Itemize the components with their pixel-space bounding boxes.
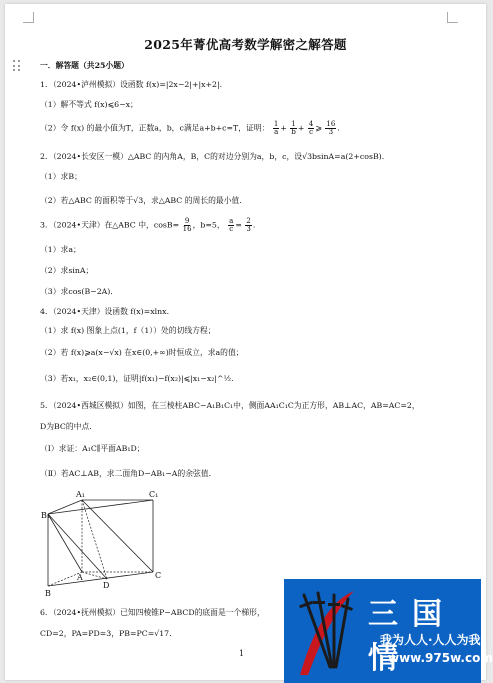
ad-brand: 三国情 (368, 597, 456, 676)
question-1-part-2: （2）令 f(x) 的最小值为T，正数a，b，c满足a+b+c=T，证明： $\frac{1}{a}$ + $\frac{1}{b}$ + $\frac{4}{c}$ ⩾ $\frac{16}{3}$ . (40, 120, 340, 136)
drag-handle-icon[interactable] (13, 60, 21, 72)
label-a: A (77, 573, 83, 582)
page-number: 1 (239, 649, 245, 658)
question-3-part-2: （2）求sinA； (40, 266, 94, 275)
question-1-part-1: （1）解不等式 f(x)⩽6−x； (40, 100, 138, 109)
question-1-part-2-text: （2）令 f(x) 的最小值为T，正数a，b，c满足a+b+c=T，证明： (40, 123, 270, 133)
question-4-part-2: （2）若 f(x)⩾a(x−√x) 在x∈(0,+∞)时恒成立，求a的值； (40, 348, 244, 357)
question-3-part-3: （3）求cos(B−2A)． (40, 287, 119, 296)
question-4-part-1: （1）求 f(x) 图象上点(1，f（1））处的切线方程； (40, 326, 216, 335)
fraction: $\frac{1}{a}$ (273, 120, 279, 136)
question-4-stem: 4．（2024•天津）设函数 f(x)=xlnx． (40, 307, 175, 316)
question-6-stem: 6．（2024•抚州模拟）已知四棱锥P−ABCD的底面是一个梯形， (40, 608, 265, 617)
question-5-stem: 5．（2024•西城区模拟）如图，在三棱柱ABC−A₁B₁C₁中，侧面AA₁C₁C为正方形，AB⊥AC，AB=AC=2， (40, 401, 420, 410)
crossed-swords-logo-icon (290, 585, 360, 677)
question-5-part-2: （Ⅱ）若AC⊥AB，求二面角D−AB₁−A的余弦值． (40, 469, 217, 478)
section-heading: 一．解答题（共25小题） (40, 61, 129, 70)
prism-figure (41, 488, 175, 598)
question-6-stem-cont: CD=2，PA=PD=3，PB=PC=√17． (40, 629, 177, 638)
question-2-part-1: （1）求B； (40, 172, 82, 181)
question-2-part-2: （2）若△ABC 的面积等于√3，求△ABC 的周长的最小值． (40, 196, 248, 205)
question-5-stem-cont: D为BC的中点． (40, 422, 98, 431)
question-5-part-1: （Ⅰ）求证：A₁C∥平面AB₁D； (40, 444, 145, 453)
label-b: B (45, 589, 51, 598)
fraction: $\frac{4}{c}$ (308, 120, 314, 136)
fraction: $\frac{9}{16}$ (182, 217, 192, 233)
question-1-stem: 1．（2024•泸州模拟）设函数 f(x)=|2x−2|+|x+2|． (40, 80, 228, 89)
label-c1: C₁ (149, 490, 159, 499)
fraction: $\frac{1}{b}$ (291, 120, 296, 136)
question-4-part-3: （3）若x₁，x₂∈(0,1)，证明|f(x₁)−f(x₂)|⩽|x₁−x₂|^½． (40, 374, 239, 383)
crop-mark-top-left (23, 12, 34, 23)
fraction: $\frac{2}{3}$ (246, 217, 251, 233)
label-d: D (103, 581, 110, 590)
fraction: $\frac{a}{c}$ (229, 217, 234, 233)
crop-mark-top-right (447, 12, 458, 23)
watermark-banner[interactable] (284, 579, 493, 683)
ad-slogan: 我为人人·人人为我 (380, 633, 481, 647)
question-3-part-1: （1）求a； (40, 245, 81, 254)
ad-url[interactable]: www.975w.com (388, 651, 493, 665)
fraction: $\frac{16}{3}$ (326, 120, 336, 136)
question-2-stem: 2．（2024•长安区一模）△ABC 的内角A，B，C的对边分别为a，b，c，设√3bsinA=a(2+cosB)． (40, 152, 390, 161)
label-a1: A₁ (76, 490, 85, 499)
question-3-stem: 3．（2024•天津）在△ABC 中，cosB= $\frac{9}{16}$ ，b=5， $\frac{a}{c}$ = $\frac{2}{3}$ . (40, 217, 256, 233)
page-title: 2025年菁优高考数学解密之解答题 (144, 37, 347, 52)
label-c: C (155, 571, 162, 580)
label-b1: B₁ (41, 511, 51, 520)
